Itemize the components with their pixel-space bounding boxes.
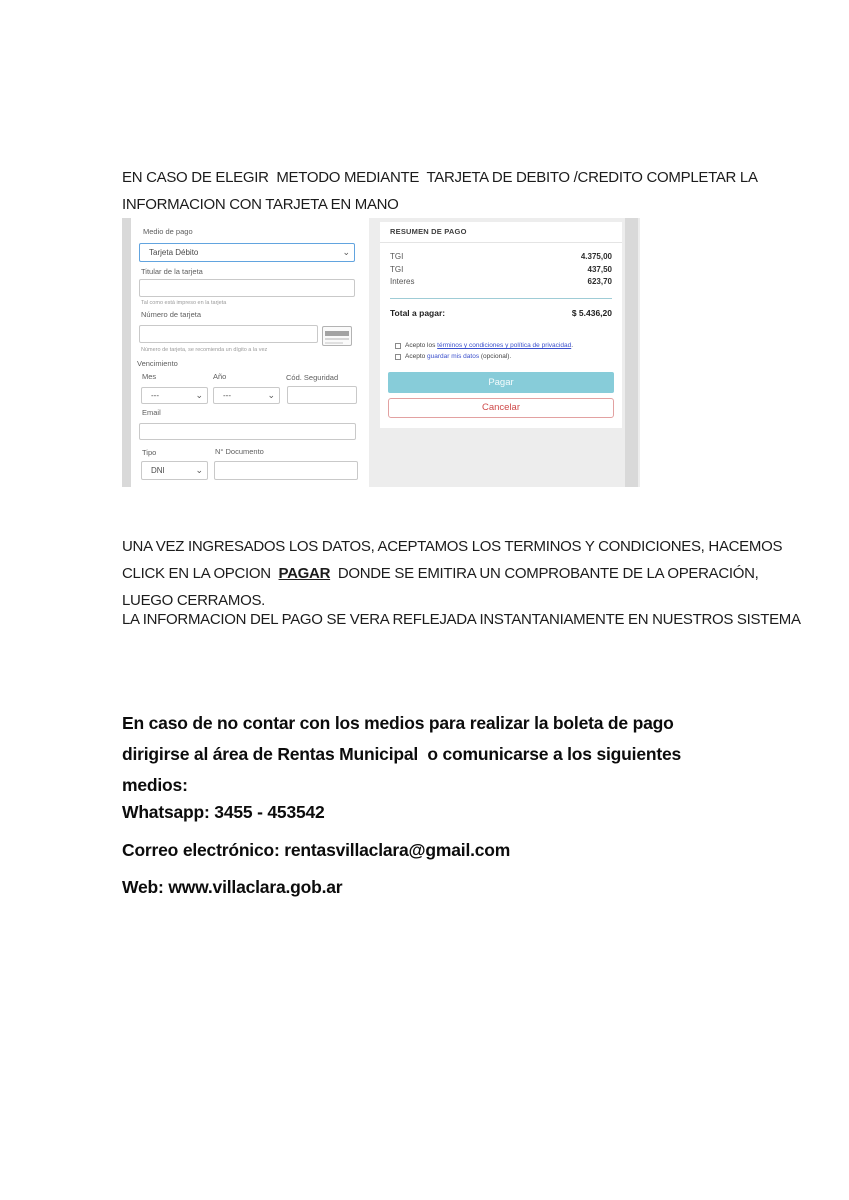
total-value: $ 5.436,20 <box>571 308 612 318</box>
instructions-line-3: LUEGO CERRAMOS. <box>122 592 266 609</box>
terms-checkbox-row <box>395 342 614 351</box>
contact-heading-line-1: En caso de no contar con los medios para realizar la boleta de pago <box>122 713 674 733</box>
note-paragraph <box>122 606 801 633</box>
contact-heading-line-3: medios: <box>122 775 188 795</box>
pagar-emphasis: PAGAR <box>278 565 331 582</box>
contact-email: Correo electrónico: rentasvillaclara@gmail.com <box>122 840 511 860</box>
chevron-down-icon: ⌄ <box>195 390 203 400</box>
terms-text: Acepto los <box>405 342 438 349</box>
save-data-checkbox-row <box>395 353 614 362</box>
pagar-button[interactable]: Pagar <box>388 372 614 393</box>
save-data-link[interactable]: guardar mis datos <box>427 353 480 360</box>
row-value: 623,70 <box>587 277 612 286</box>
save-data-suffix: (opcional). <box>479 353 512 360</box>
mes-select[interactable] <box>141 387 208 404</box>
cod-seguridad-input[interactable] <box>287 386 357 404</box>
vencimiento-label: Vencimiento <box>137 359 178 368</box>
left-scrollbar[interactable] <box>122 218 131 487</box>
instructions-line-2 <box>122 560 782 587</box>
ano-value: --- <box>223 391 231 400</box>
payment-summary-panel <box>369 218 640 487</box>
payment-summary-card <box>380 222 622 428</box>
terms-checkbox[interactable] <box>395 343 401 349</box>
titular-helper: Tal como está impreso en la tarjeta <box>141 300 227 306</box>
note-line: LA INFORMACION DEL PAGO SE VERA REFLEJADA INSTANTANIAMENTE EN NUESTROS SISTEMA <box>122 611 801 628</box>
total-label: Total a pagar: <box>390 308 446 318</box>
medio-de-pago-value: Tarjeta Débito <box>149 248 199 257</box>
summary-title: RESUMEN DE PAGO <box>390 227 467 236</box>
save-data-text: Acepto <box>405 353 428 360</box>
divider <box>380 242 622 243</box>
right-scrollbar[interactable] <box>625 218 638 487</box>
ano-label: Año <box>213 372 227 381</box>
tipo-label: Tipo <box>142 448 157 457</box>
terms-suffix: . <box>571 342 574 349</box>
titular-label: Titular de la tarjeta <box>141 267 203 276</box>
row-label: Interes <box>390 277 415 286</box>
instructions-line-1: UNA VEZ INGRESADOS LOS DATOS, ACEPTAMOS LOS TERMINOS Y CONDICIONES, HACEMOS <box>122 538 783 555</box>
mes-label: Mes <box>142 372 157 381</box>
numero-tarjeta-label: Número de tarjeta <box>141 310 202 319</box>
medio-de-pago-select[interactable] <box>139 243 355 262</box>
chevron-down-icon: ⌄ <box>267 390 275 400</box>
teal-divider <box>390 298 612 299</box>
row-value: 4.375,00 <box>580 252 612 261</box>
medio-de-pago-label: Medio de pago <box>143 227 193 236</box>
chevron-down-icon: ⌄ <box>195 465 203 475</box>
instructions-paragraph <box>122 533 782 614</box>
terms-link[interactable]: términos y condiciones y política de privacidad <box>437 342 572 349</box>
tipo-value: DNI <box>151 466 165 475</box>
documento-input[interactable] <box>214 461 358 480</box>
contact-whatsapp: Whatsapp: 3455 - 453542 <box>122 802 325 822</box>
cod-seguridad-label: Cód. Seguridad <box>286 373 339 382</box>
intro-line-1: EN CASO DE ELEGIR METODO MEDIANTE TARJETA DE DEBITO /CREDITO COMPLETAR LA <box>122 169 758 186</box>
tipo-select[interactable] <box>141 461 208 480</box>
contact-heading-line-2: dirigirse al área de Rentas Municipal o comunicarse a los siguientes <box>122 744 682 764</box>
intro-line-2: INFORMACION CON TARJETA EN MANO <box>122 196 399 213</box>
email-label: Email <box>142 408 161 417</box>
email-input[interactable] <box>139 423 356 440</box>
save-data-checkbox[interactable] <box>395 354 401 360</box>
ano-select[interactable] <box>213 387 280 404</box>
cancelar-button[interactable]: Cancelar <box>388 398 614 418</box>
row-label: TGI <box>390 252 404 261</box>
instructions-line-2-post: DONDE SE EMITIRA UN COMPROBANTE DE LA OPERACIÓN, <box>330 565 759 582</box>
numero-tarjeta-input[interactable] <box>139 325 318 343</box>
numero-tarjeta-helper: Número de tarjeta, se recomienda un dígito a la vez <box>141 347 268 353</box>
row-label: TGI <box>390 265 404 274</box>
credit-card-icon <box>322 326 352 346</box>
row-value: 437,50 <box>587 265 612 274</box>
intro-paragraph <box>122 164 758 218</box>
chevron-down-icon: ⌄ <box>342 247 350 257</box>
payment-screenshot <box>122 218 640 487</box>
mes-value: --- <box>151 391 159 400</box>
contact-web: Web: www.villaclara.gob.ar <box>122 877 343 897</box>
documento-label: N° Documento <box>215 447 264 456</box>
instructions-line-2-pre: CLICK EN LA OPCION <box>122 565 279 582</box>
titular-input[interactable] <box>139 279 355 297</box>
contact-heading <box>122 708 681 801</box>
